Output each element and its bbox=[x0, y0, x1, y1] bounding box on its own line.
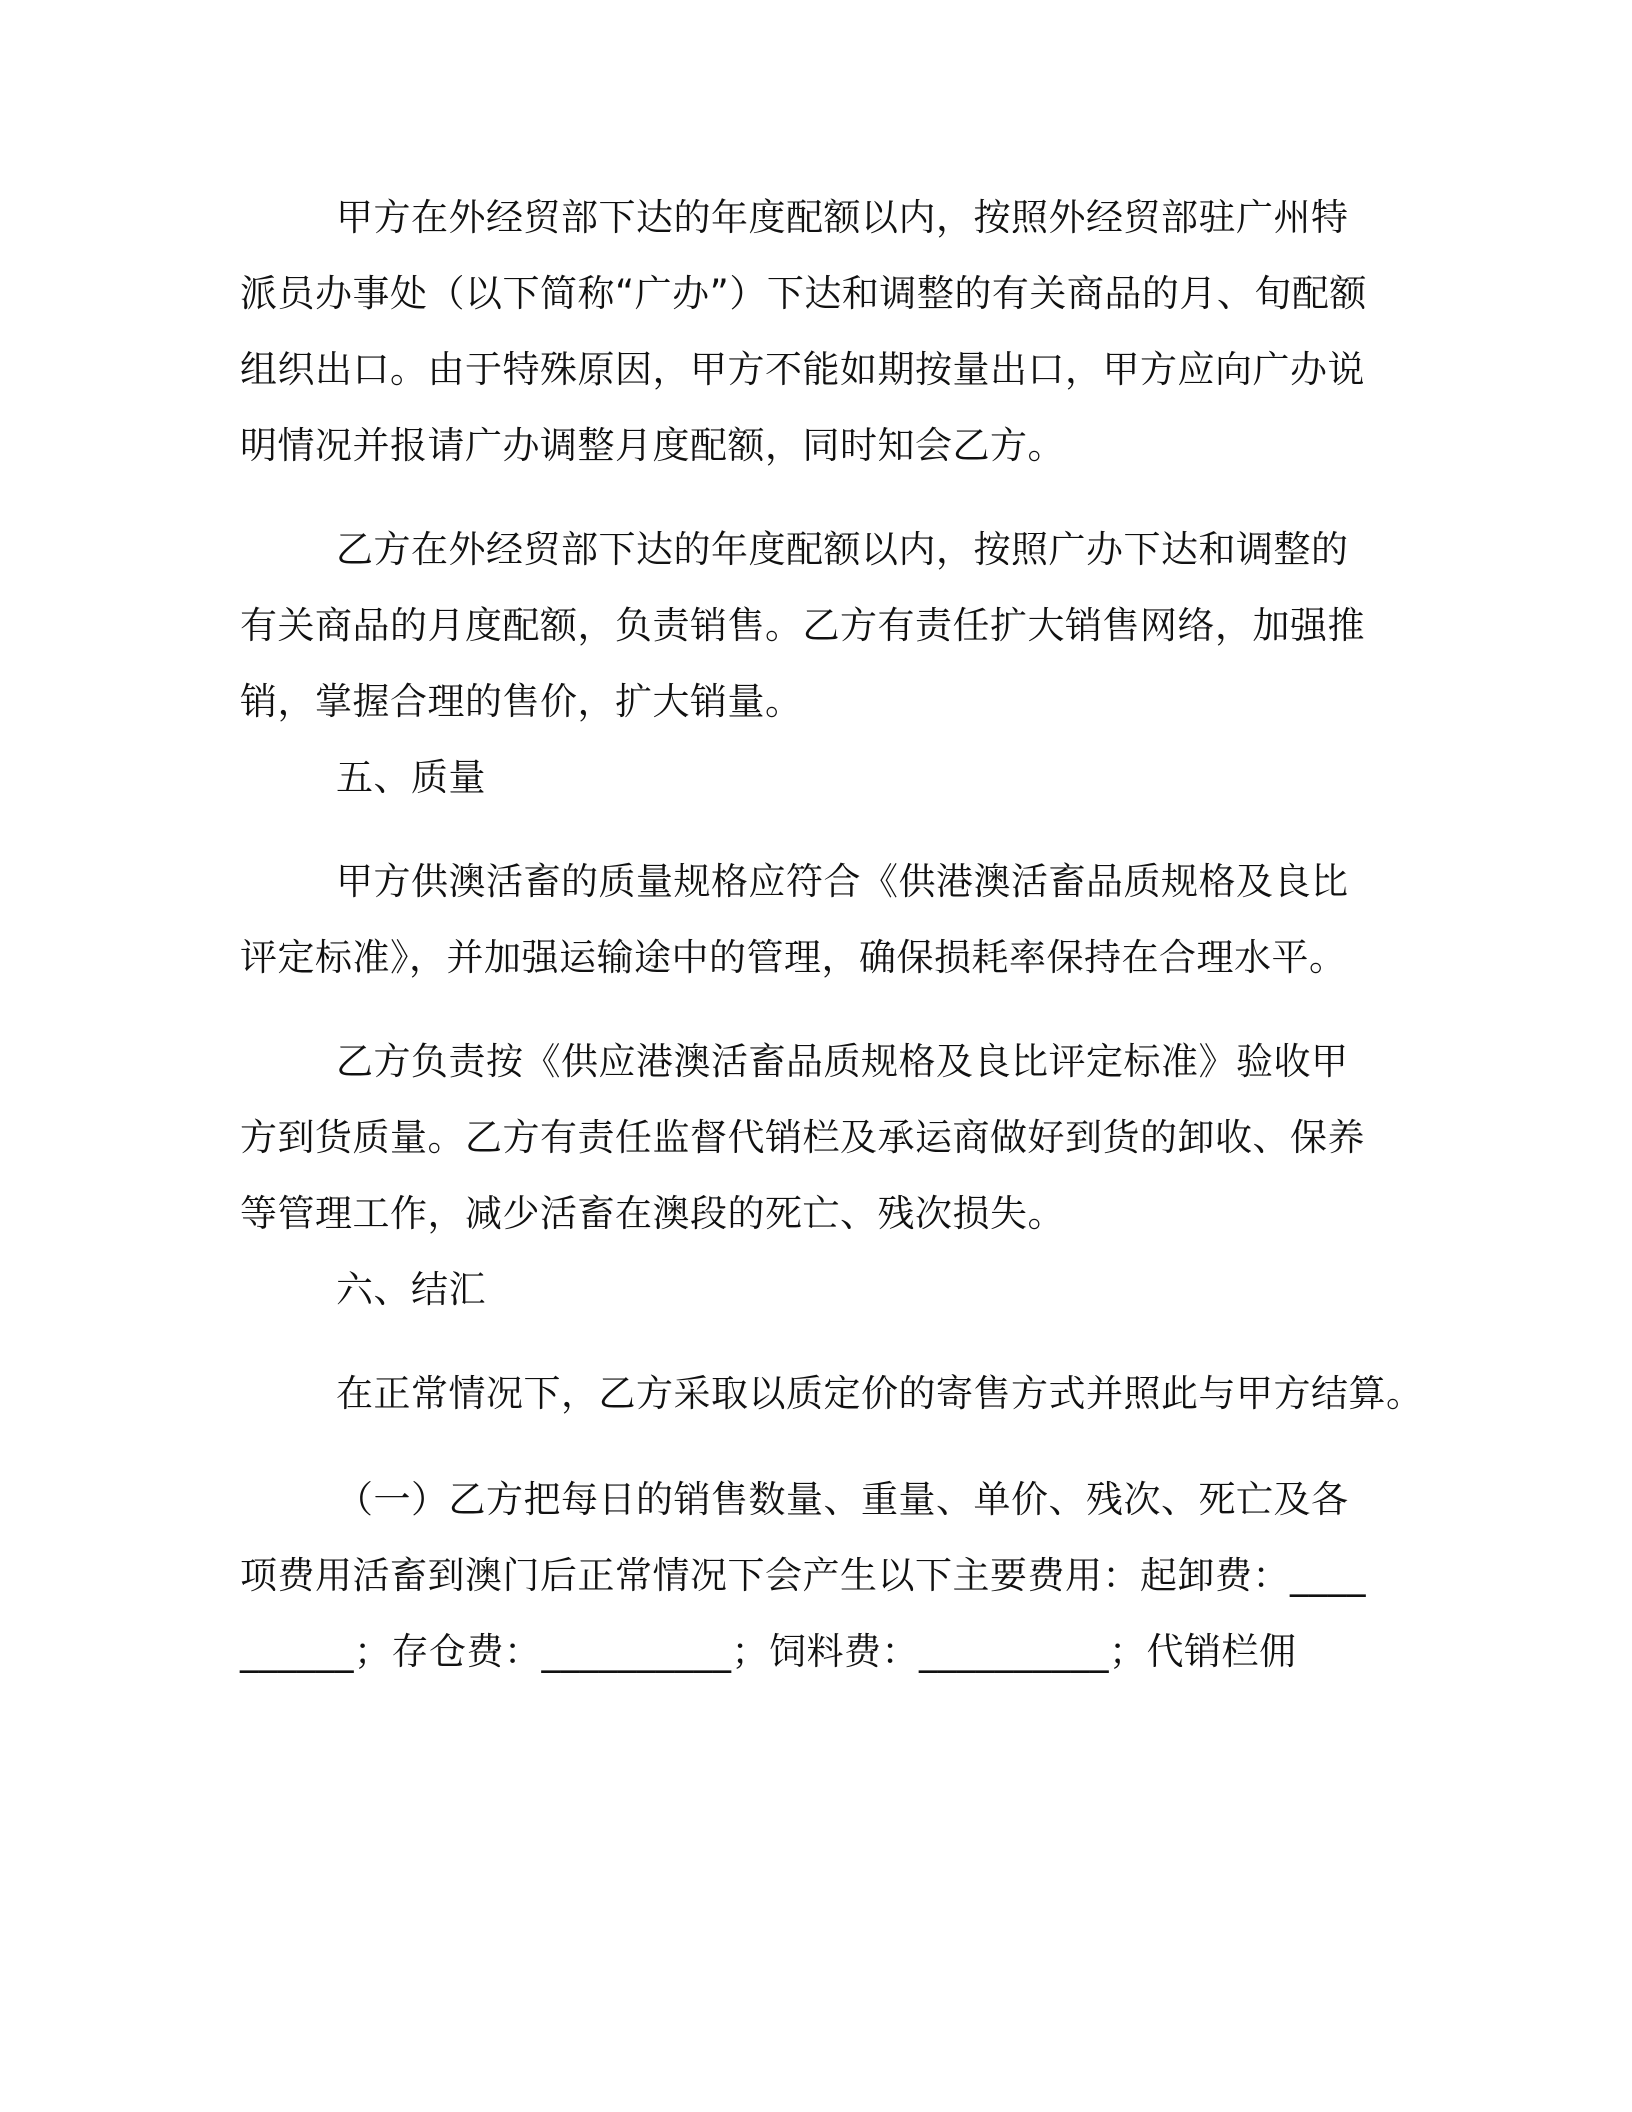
paragraph-quota-sales: 乙方在外经贸部下达的年度配额以内，按照广办下达和调整的有关商品的月度配额，负责销售。乙方有责任扩大销售网络，加强推销，掌握合理的售价，扩大销量。 bbox=[240, 528, 1365, 723]
document-body bbox=[240, 180, 1424, 1690]
section-heading-settlement: 六、结汇 bbox=[336, 1268, 486, 1311]
paragraph-quota-export: 甲方在外经贸部下达的年度配额以内，按照外经贸部驻广州特派员办事处（以下简称“广办”）下达和调整的有关商品的月、旬配额组织出口。由于特殊原因，甲方不能如期按量出口，甲方应向广办说明情况并报请广办调整月度配额，同时知会乙方。 bbox=[240, 196, 1367, 467]
paragraph-quality-standard: 甲方供澳活畜的质量规格应符合《供港澳活畜品质规格及良比评定标准》，并加强运输途中的管理，确保损耗率保持在合理水平。 bbox=[240, 860, 1349, 979]
paragraph-settlement-method: 在正常情况下，乙方采取以质定价的寄售方式并照此与甲方结算。 bbox=[336, 1372, 1424, 1415]
paragraph-settlement-fees: （一）乙方把每日的销售数量、重量、单价、残次、死亡及各项费用活畜到澳门后正常情况下会产生以下主要费用：起卸费：__________；存仓费：__________；饲料费：__________；代销栏佣 bbox=[240, 1478, 1366, 1673]
paragraph-quality-acceptance: 乙方负责按《供应港澳活畜品质规格及良比评定标准》验收甲方到货质量。乙方有责任监督代销栏及承运商做好到货的卸收、保养等管理工作，减少活畜在澳段的死亡、残次损失。 bbox=[240, 1040, 1365, 1235]
section-heading-quality: 五、质量 bbox=[336, 756, 486, 799]
